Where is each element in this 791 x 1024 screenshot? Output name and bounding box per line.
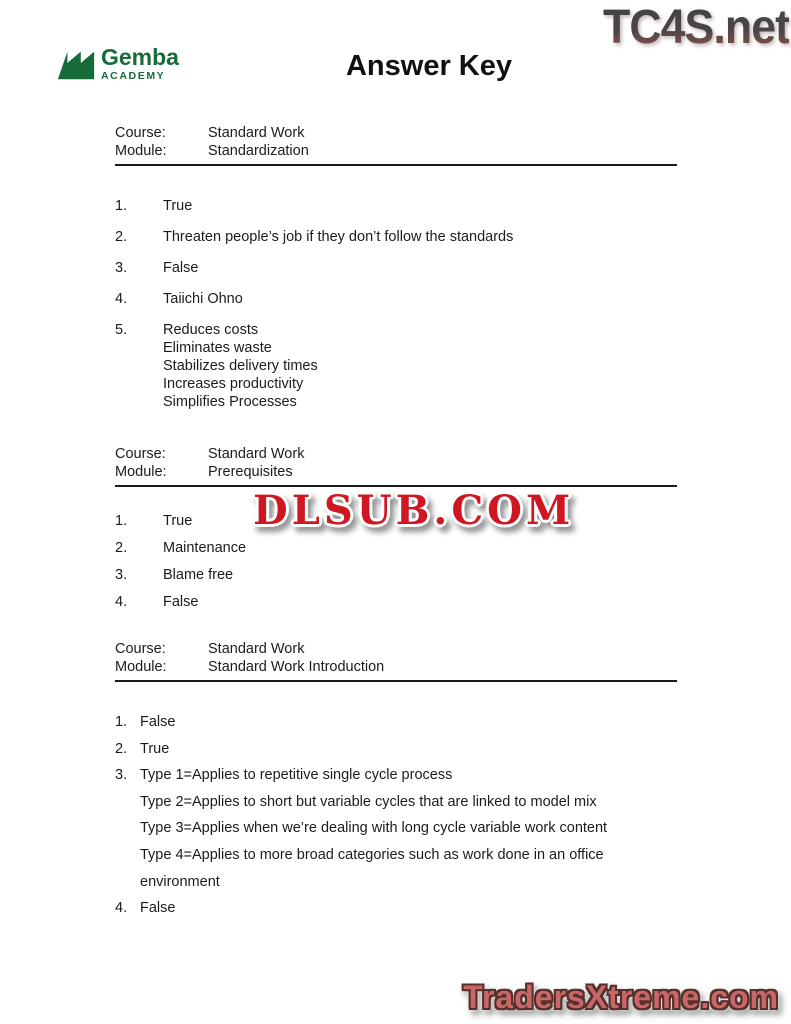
answer-line: Reduces costs	[163, 322, 259, 338]
answer-number: 2.	[115, 229, 128, 245]
course-module-header	[115, 445, 677, 487]
answer-text	[163, 290, 677, 308]
answer-item	[115, 709, 677, 736]
course-label: Course:	[115, 641, 166, 657]
answer-line: Type 1=Applies to repetitive single cycle process	[140, 767, 453, 784]
course-value: Standard Work	[208, 641, 305, 657]
answers-list	[115, 709, 677, 922]
course-label: Course:	[115, 125, 166, 141]
module-label: Module:	[115, 143, 167, 159]
answer-item	[115, 593, 677, 611]
answer-line: Type 4=Applies to more broad categories such as work done in an office	[140, 846, 604, 863]
answer-line: True	[163, 198, 193, 214]
answer-text	[140, 762, 677, 895]
answer-number: 1.	[115, 198, 128, 214]
answer-line: environment	[140, 873, 220, 890]
answer-line: Maintenance	[163, 540, 247, 556]
answer-number: 1.	[115, 513, 128, 529]
answer-line: False	[140, 714, 176, 730]
module-label: Module:	[115, 464, 167, 480]
course-row	[115, 124, 677, 142]
module-label: Module:	[115, 659, 167, 675]
course-value: Standard Work	[208, 446, 305, 462]
module-row	[115, 142, 677, 160]
answer-item	[115, 321, 677, 411]
course-module-header	[115, 640, 677, 682]
answer-line: Type 3=Applies when we’re dealing with long cycle variable work content	[140, 820, 608, 837]
answer-number: 4.	[115, 900, 128, 917]
answer-line: Increases productivity	[163, 376, 304, 392]
module-row	[115, 658, 677, 676]
answer-item	[115, 566, 677, 584]
logo-name: Gemba	[101, 44, 179, 70]
answer-line: False	[163, 260, 199, 276]
answer-line: Stabilizes delivery times	[163, 358, 318, 374]
answer-item	[115, 228, 677, 246]
answer-line: True	[140, 740, 170, 757]
answer-number: 3.	[115, 567, 128, 583]
module-value: Standardization	[208, 143, 309, 159]
course-label: Course:	[115, 446, 166, 462]
watermark-tradersxtreme: TradersXtreme.com	[463, 979, 779, 1015]
answer-number: 3.	[115, 767, 128, 784]
module-row	[115, 463, 677, 481]
answer-text	[140, 895, 677, 922]
answer-text	[163, 197, 677, 215]
page-title: Answer Key	[345, 50, 513, 82]
answer-line: Threaten people’s job if they don’t follow the standards	[163, 229, 514, 245]
answer-item	[115, 290, 677, 308]
answer-item	[115, 762, 677, 895]
course-row	[115, 640, 677, 658]
answer-line: Taiichi Ohno	[163, 291, 243, 307]
answer-section	[115, 124, 677, 411]
answer-item	[115, 736, 677, 763]
logo-subtitle: ACADEMY	[101, 70, 166, 82]
answer-item	[115, 895, 677, 922]
answer-line: True	[163, 513, 193, 529]
answer-item	[115, 539, 677, 557]
answer-text	[163, 321, 677, 411]
answer-number: 4.	[115, 291, 128, 307]
answer-text	[163, 228, 677, 246]
answer-line: Type 2=Applies to short but variable cycles that are linked to model mix	[140, 793, 597, 810]
course-row	[115, 445, 677, 463]
answer-number: 2.	[115, 740, 128, 757]
course-value: Standard Work	[208, 125, 305, 141]
course-module-header	[115, 124, 677, 166]
answer-text	[163, 259, 677, 277]
answer-number: 4.	[115, 594, 128, 610]
answer-line: False	[140, 900, 176, 917]
answer-item	[115, 259, 677, 277]
answer-text	[163, 566, 677, 584]
module-value: Prerequisites	[208, 464, 293, 480]
answer-text	[163, 593, 677, 611]
module-value: Standard Work Introduction	[208, 659, 385, 675]
answer-number: 3.	[115, 260, 128, 276]
answer-item	[115, 197, 677, 215]
answers-list	[115, 197, 677, 411]
answer-section	[115, 640, 677, 922]
answer-text	[163, 539, 677, 557]
answer-number: 2.	[115, 540, 128, 556]
answer-line: Simplifies Processes	[163, 394, 297, 410]
answer-line: Blame free	[163, 567, 234, 583]
answer-number: 5.	[115, 322, 128, 338]
watermark-tc4s: TC4S.net	[602, 1, 789, 54]
answer-line: False	[163, 594, 199, 610]
watermark-dlsub: DLSUB.COM	[253, 487, 575, 534]
answer-text	[140, 709, 677, 736]
answer-text	[140, 736, 677, 763]
answer-number: 1.	[115, 714, 128, 730]
answer-line: Eliminates waste	[163, 340, 272, 356]
